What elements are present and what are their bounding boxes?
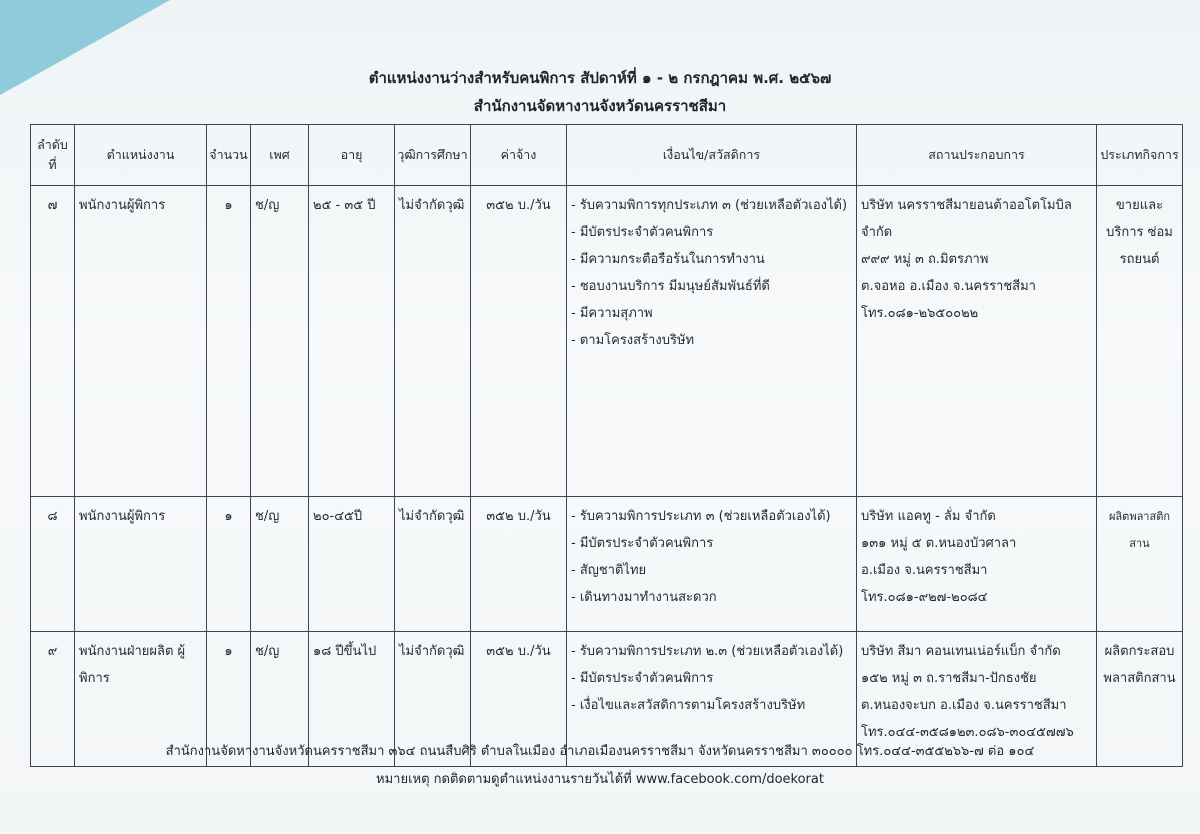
company-line: ๙๙๙ หมู่ ๓ ถ.มิตรภาพ [861, 252, 989, 267]
company-line: บริษัท นครราชสีมายอนต้าออโตโมบิล จำกัด [861, 198, 1072, 240]
table-header-row [31, 125, 1183, 186]
row-conditions [567, 497, 857, 632]
condition-item: - มีความกระตือรือร้นในการทำงาน [571, 252, 765, 267]
condition-item: - เงื่อไขและสวัสดิการตามโครงสร้างบริษัท [571, 698, 806, 713]
row-business: ขายและบริการ ซ่อมรถยนต์ [1097, 186, 1183, 497]
company-line: โทร.๐๔๔-๓๕๘๑๒๓.๐๘๖-๓๐๔๕๗๗๖ [861, 725, 1074, 740]
condition-item: - เดินทางมาทำงานสะดวก [571, 590, 717, 605]
header-business: ประเภทกิจการ [1097, 125, 1183, 186]
condition-item: - มีบัตรประจำตัวคนพิการ [571, 225, 714, 240]
row-education: ไม่จำกัดวุฒิ [395, 186, 471, 497]
company-line: ต.หนองจะบก อ.เมือง จ.นครราชสีมา [861, 698, 1067, 713]
row-sex: ช/ญ [251, 497, 309, 632]
condition-item: - ตามโครงสร้างบริษัท [571, 333, 695, 348]
row-company [857, 497, 1097, 632]
row-no: ๘ [31, 497, 75, 632]
company-line: ต.จอหอ อ.เมือง จ.นครราชสีมา [861, 279, 1036, 294]
company-line: โทร.๐๘๑-๙๒๗-๒๐๘๔ [861, 590, 988, 605]
company-line: อ.เมือง จ.นครราชสีมา [861, 563, 988, 578]
company-line: ๑๓๑ หมู่ ๕ ต.หนองบัวศาลา [861, 536, 1017, 551]
company-line: โทร.๐๘๑-๒๖๕๐๐๒๒ [861, 306, 979, 321]
condition-item: - รับความพิการประเภท ๓ (ช่วยเหลือตัวเองได้) [571, 509, 831, 524]
row-education: ไม่จำกัดวุฒิ [395, 497, 471, 632]
row-education: ไม่จำกัดวุฒิ [395, 632, 471, 767]
table-row [31, 497, 1183, 632]
row-no: ๙ [31, 632, 75, 767]
row-business: ผลิตกระสอบ พลาสติกสาน [1097, 632, 1183, 767]
row-wage: ๓๕๒ บ./วัน [471, 497, 567, 632]
condition-item: - รับความพิการประเภท ๒.๓ (ช่วยเหลือตัวเองได้) [571, 644, 844, 659]
condition-item: - รับความพิการทุกประเภท ๓ (ช่วยเหลือตัวเองได้) [571, 198, 848, 213]
header-wage: ค่าจ้าง [471, 125, 567, 186]
row-no: ๗ [31, 186, 75, 497]
condition-item: - ชอบงานบริการ มีมนุษย์สัมพันธ์ที่ดี [571, 279, 770, 294]
row-wage: ๓๕๒ บ./วัน [471, 186, 567, 497]
row-age: ๑๘ ปีขึ้นไป [309, 632, 395, 767]
row-business: ผลิตพลาสติกสาน [1097, 497, 1183, 632]
condition-item: - มีบัตรประจำตัวคนพิการ [571, 671, 714, 686]
header-no: ลำดับ ที่ [31, 125, 75, 186]
row-position: พนักงานฝ่ายผลิต ผู้พิการ [75, 632, 207, 767]
header-company: สถานประกอบการ [857, 125, 1097, 186]
header-sex: เพศ [251, 125, 309, 186]
row-sex: ช/ญ [251, 186, 309, 497]
condition-item: - มีความสุภาพ [571, 306, 653, 321]
condition-item: - สัญชาติไทย [571, 563, 647, 578]
row-position: พนักงานผู้พิการ [75, 497, 207, 632]
row-age: ๒๕ - ๓๕ ปี [309, 186, 395, 497]
header-position: ตำแหน่งงาน [75, 125, 207, 186]
document-title: ตำแหน่งงานว่างสำหรับคนพิการ สัปดาห์ที่ ๑ - ๒ กรกฎาคม พ.ศ. ๒๕๖๗ [368, 69, 832, 87]
header-count: จำนวน [207, 125, 251, 186]
footer-note: หมายเหตุ กดติดตามดูตำแหน่งงานรายวันได้ที่ www.facebook.com/doekorat [376, 772, 824, 787]
header-conditions: เงื่อนไข/สวัสดิการ [567, 125, 857, 186]
row-wage: ๓๕๒ บ./วัน [471, 632, 567, 767]
company-line: บริษัท แอคทู - ลั่ม จำกัด [861, 509, 996, 524]
table-row [31, 186, 1183, 497]
document-subtitle: สำนักงานจัดหางานจังหวัดนครราชสีมา [473, 97, 727, 115]
row-conditions [567, 186, 857, 497]
condition-item: - มีบัตรประจำตัวคนพิการ [571, 536, 714, 551]
row-position: พนักงานผู้พิการ [75, 186, 207, 497]
row-count: ๑ [207, 632, 251, 767]
row-company [857, 186, 1097, 497]
header-education: วุฒิการศึกษา [395, 125, 471, 186]
company-line: ๑๕๒ หมู่ ๓ ถ.ราชสีมา-ปักธงชัย [861, 671, 1037, 686]
job-table [30, 124, 1183, 767]
row-count: ๑ [207, 186, 251, 497]
row-sex: ช/ญ [251, 632, 309, 767]
header-age: อายุ [309, 125, 395, 186]
row-count: ๑ [207, 497, 251, 632]
company-line: บริษัท สีมา คอนเทนเน่อร์แบ็ก จำกัด [861, 644, 1061, 659]
footer-address: สำนักงานจัดหางานจังหวัดนครราชสีมา ๓๖๔ ถนนสืบศิริ ตำบลในเมือง อำเภอเมืองนครราชสีมา จังหวัดนครราชสีมา ๓๐๐๐๐ โทร.๐๔๔-๓๕๕๒๖๖-๗ ต่อ ๑๐๔ [165, 744, 1035, 759]
row-age: ๒๐-๔๕ปี [309, 497, 395, 632]
